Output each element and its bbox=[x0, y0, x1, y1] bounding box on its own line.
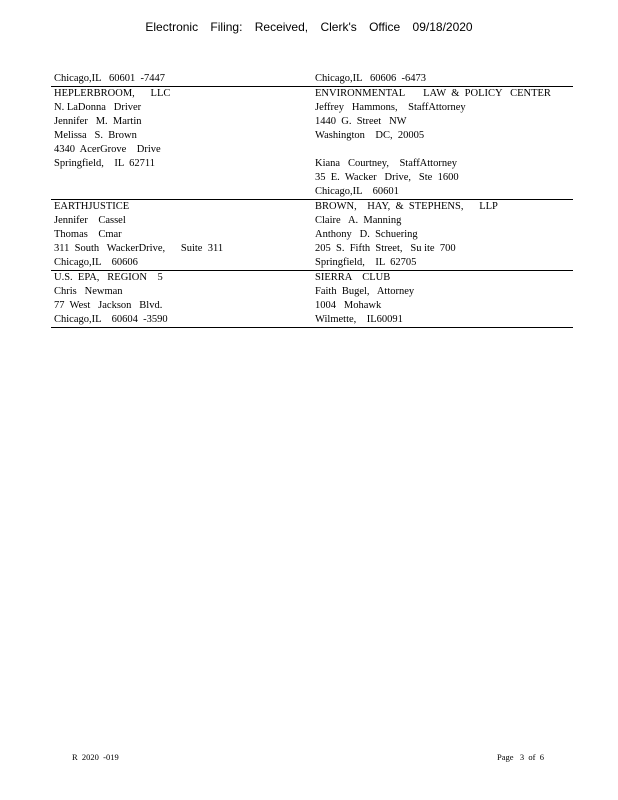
address-line: Chicago,IL 60606 bbox=[54, 257, 138, 268]
contact-name: Claire A. Manning bbox=[315, 215, 402, 226]
contact-name: N. LaDonna Driver bbox=[54, 102, 142, 113]
contact-name: Jeffrey Hammons, StaffAttorney bbox=[315, 102, 466, 113]
address-line: 1440 G. Street NW bbox=[315, 116, 407, 127]
address-line: 205 S. Fifth Street, Su ite 700 bbox=[315, 243, 456, 254]
service-row bbox=[51, 200, 573, 271]
contact-name: Thomas Cmar bbox=[54, 229, 122, 240]
firm-name: BROWN, HAY, & STEPHENS, LLP bbox=[315, 201, 498, 212]
address-line: Washington DC, 20005 bbox=[315, 130, 425, 141]
service-list-table bbox=[51, 72, 573, 328]
address-line: Springfield, IL 62705 bbox=[315, 257, 417, 268]
contact-name: Kiana Courtney, StaffAttorney bbox=[315, 158, 458, 169]
address-line: Chicago,IL 60604 -3590 bbox=[54, 314, 168, 325]
page-number: Page 3 of 6 bbox=[497, 752, 544, 762]
firm-name: SIERRA CLUB bbox=[315, 272, 391, 283]
contact-name: Jennifer M. Martin bbox=[54, 116, 142, 127]
service-cell-left bbox=[51, 200, 312, 271]
address-line: 311 South WackerDrive, Suite 311 bbox=[54, 243, 224, 254]
address-line: Springfield, IL 62711 bbox=[54, 158, 156, 169]
address-line: 4340 AcerGrove Drive bbox=[54, 144, 161, 155]
contact-name: Jennifer Cassel bbox=[54, 215, 126, 226]
firm-name: HEPLERBROOM, LLC bbox=[54, 88, 171, 99]
service-cell-left bbox=[51, 87, 312, 200]
firm-name: EARTHJUSTICE bbox=[54, 201, 130, 212]
firm-name: U.S. EPA, REGION 5 bbox=[54, 272, 163, 283]
address-line: 35 E. Wacker Drive, Ste 1600 bbox=[315, 172, 459, 183]
contact-name: Anthony D. Schuering bbox=[315, 229, 418, 240]
service-cell-right bbox=[312, 200, 573, 271]
contact-name: Chris Newman bbox=[54, 286, 123, 297]
contact-name: Melissa S. Brown bbox=[54, 130, 137, 141]
address-line: Chicago,IL 60601 -7447 bbox=[54, 73, 166, 84]
filing-stamp-header: Electronic Filing: Received, Clerk's Office 09/18/2020 bbox=[145, 20, 473, 34]
service-cell-right bbox=[312, 72, 573, 87]
service-cell-right bbox=[312, 271, 573, 328]
contact-name: Faith Bugel, Attorney bbox=[315, 286, 415, 297]
address-line: Chicago,IL 60601 bbox=[315, 186, 399, 197]
service-cell-left bbox=[51, 72, 312, 87]
address-line: 1004 Mohawk bbox=[315, 300, 382, 311]
docket-number: R 2020 -019 bbox=[72, 752, 119, 762]
service-row bbox=[51, 87, 573, 200]
service-cell-right bbox=[312, 87, 573, 200]
service-cell-left bbox=[51, 271, 312, 328]
address-line: 77 West Jackson Blvd. bbox=[54, 300, 163, 311]
address-line: Wilmette, IL60091 bbox=[315, 314, 403, 325]
blank-line bbox=[315, 143, 573, 157]
address-line: Chicago,IL 60606 -6473 bbox=[315, 73, 427, 84]
service-row bbox=[51, 72, 573, 87]
firm-name: ENVIRONMENTAL LAW & POLICY CENTER bbox=[315, 88, 551, 99]
service-row bbox=[51, 271, 573, 328]
